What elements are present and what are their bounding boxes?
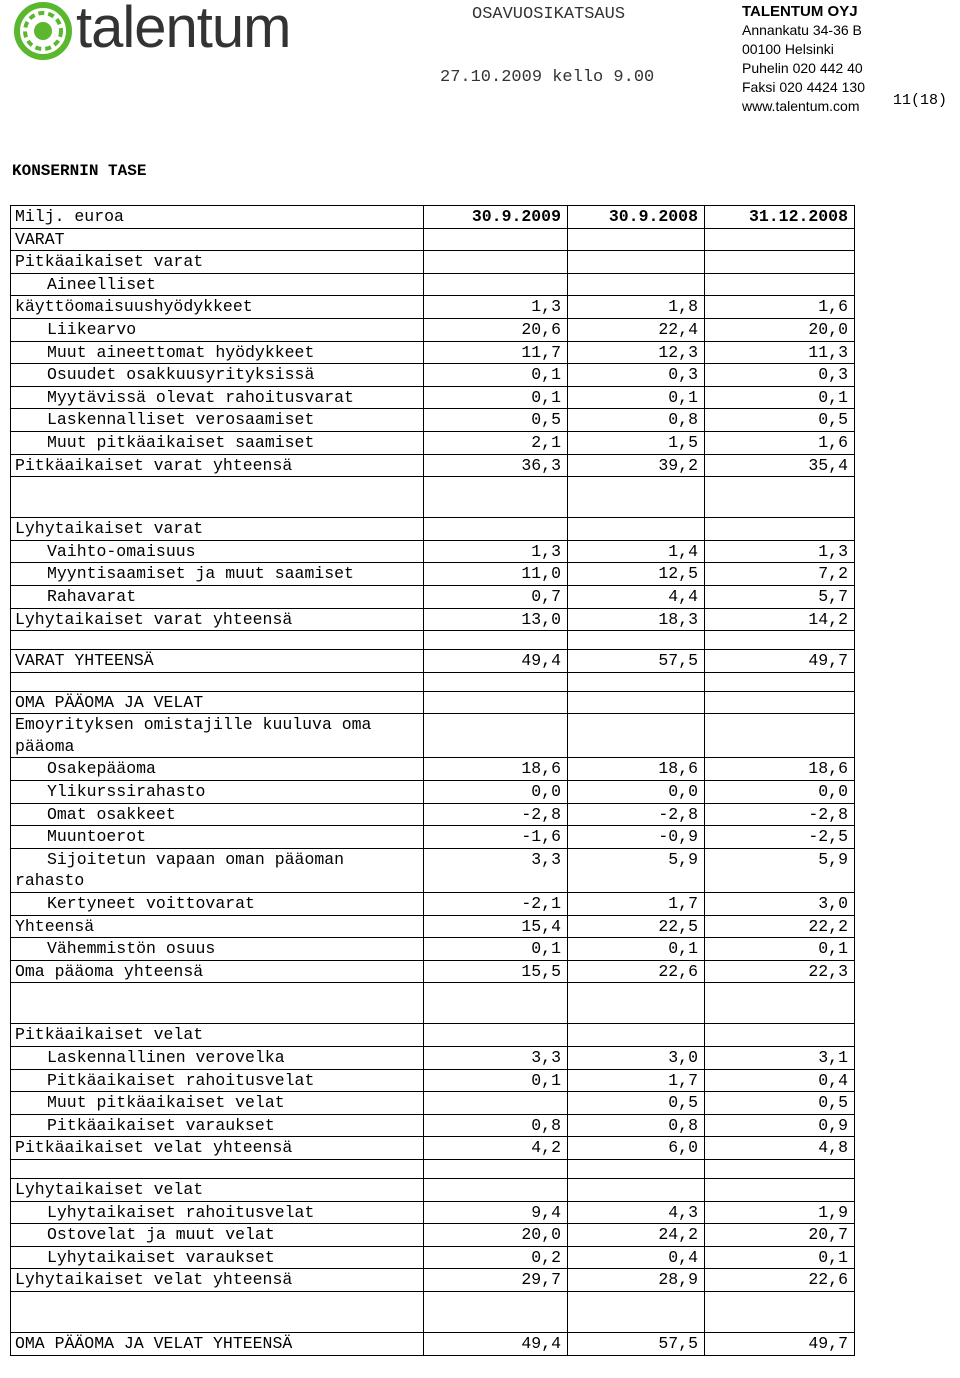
table-row bbox=[11, 1224, 855, 1247]
value-cell: 0,5 bbox=[705, 409, 855, 432]
value-cell: 22,5 bbox=[568, 915, 705, 938]
value-cell: 0,0 bbox=[424, 781, 568, 804]
table-row bbox=[11, 454, 855, 477]
value-cell: 11,3 bbox=[705, 341, 855, 364]
row-label: Pitkäaikaiset varaukset bbox=[11, 1114, 424, 1137]
row-label: Muut aineettomat hyödykkeet bbox=[11, 341, 424, 364]
row-label: Lyhytaikaiset velat yhteensä bbox=[11, 1269, 424, 1292]
value-cell: 13,0 bbox=[424, 608, 568, 631]
table-row bbox=[11, 341, 855, 364]
row-label: Emoyrityksen omistajille kuuluva oma pääoma bbox=[11, 714, 424, 758]
value-cell: 18,6 bbox=[568, 758, 705, 781]
logo-wordmark: talentum bbox=[76, 0, 291, 60]
value-cell: 28,9 bbox=[568, 1269, 705, 1292]
table-row bbox=[11, 364, 855, 387]
value-cell: 1,7 bbox=[568, 1069, 705, 1092]
value-cell bbox=[568, 1178, 705, 1201]
value-cell: -2,8 bbox=[424, 803, 568, 826]
value-cell: 1,9 bbox=[705, 1201, 855, 1224]
row-label: VARAT bbox=[11, 228, 424, 251]
empty-cell bbox=[705, 631, 855, 650]
empty-cell bbox=[11, 477, 424, 518]
row-label: Myytävissä olevat rahoitusvarat bbox=[11, 386, 424, 409]
table-row bbox=[11, 585, 855, 608]
value-cell bbox=[424, 251, 568, 274]
table-row bbox=[11, 915, 855, 938]
value-cell: 0,1 bbox=[705, 386, 855, 409]
value-cell bbox=[705, 691, 855, 714]
empty-cell bbox=[11, 983, 424, 1024]
row-label: Lyhytaikaiset velat bbox=[11, 1178, 424, 1201]
empty-cell bbox=[568, 672, 705, 691]
row-label: Muut pitkäaikaiset saamiset bbox=[11, 431, 424, 454]
empty-cell bbox=[424, 983, 568, 1024]
value-cell bbox=[568, 228, 705, 251]
company-info bbox=[742, 2, 865, 116]
value-cell: 0,2 bbox=[424, 1246, 568, 1269]
spacer-row bbox=[11, 1159, 855, 1178]
value-cell: 57,5 bbox=[568, 1332, 705, 1355]
value-cell: 7,2 bbox=[705, 563, 855, 586]
value-cell: 0,8 bbox=[568, 409, 705, 432]
table-row bbox=[11, 518, 855, 541]
row-label: Liikearvo bbox=[11, 318, 424, 341]
row-label: Rahavarat bbox=[11, 585, 424, 608]
value-cell: 14,2 bbox=[705, 608, 855, 631]
row-label: käyttöomaisuushyödykkeet bbox=[11, 296, 424, 319]
value-cell: 49,4 bbox=[424, 1332, 568, 1355]
value-cell: 20,7 bbox=[705, 1224, 855, 1247]
table-row bbox=[11, 691, 855, 714]
table-row bbox=[11, 650, 855, 673]
value-cell: 22,3 bbox=[705, 960, 855, 983]
value-cell: 6,0 bbox=[568, 1137, 705, 1160]
row-label: Ylikurssirahasto bbox=[11, 781, 424, 804]
value-cell: 9,4 bbox=[424, 1201, 568, 1224]
value-cell: 12,3 bbox=[568, 341, 705, 364]
row-label: Muut pitkäaikaiset velat bbox=[11, 1092, 424, 1115]
value-cell: 22,6 bbox=[705, 1269, 855, 1292]
section-heading: KONSERNIN TASE bbox=[12, 162, 147, 180]
empty-cell bbox=[424, 1159, 568, 1178]
table-row bbox=[11, 409, 855, 432]
table-row bbox=[11, 1246, 855, 1269]
value-cell: 20,0 bbox=[705, 318, 855, 341]
value-cell: 36,3 bbox=[424, 454, 568, 477]
value-cell: 0,3 bbox=[705, 364, 855, 387]
value-cell: 3,3 bbox=[424, 848, 568, 892]
row-label: Osakepääoma bbox=[11, 758, 424, 781]
empty-cell bbox=[11, 672, 424, 691]
table-row bbox=[11, 848, 855, 892]
row-label: Yhteensä bbox=[11, 915, 424, 938]
empty-cell bbox=[424, 672, 568, 691]
value-cell: 0,1 bbox=[705, 938, 855, 961]
value-cell: 0,1 bbox=[568, 938, 705, 961]
empty-cell bbox=[705, 477, 855, 518]
row-label: Vaihto-omaisuus bbox=[11, 540, 424, 563]
table-row bbox=[11, 758, 855, 781]
value-cell: -2,5 bbox=[705, 826, 855, 849]
table-row bbox=[11, 1024, 855, 1047]
value-cell: 0,5 bbox=[424, 409, 568, 432]
empty-cell bbox=[568, 983, 705, 1024]
value-cell: 1,5 bbox=[568, 431, 705, 454]
value-cell: 57,5 bbox=[568, 650, 705, 673]
table-row bbox=[11, 938, 855, 961]
empty-cell bbox=[568, 1291, 705, 1332]
value-cell: 11,0 bbox=[424, 563, 568, 586]
value-cell: 3,0 bbox=[705, 893, 855, 916]
value-cell: 0,0 bbox=[705, 781, 855, 804]
value-cell bbox=[705, 1178, 855, 1201]
table-row bbox=[11, 1178, 855, 1201]
value-cell: 0,0 bbox=[568, 781, 705, 804]
value-cell: 1,3 bbox=[424, 540, 568, 563]
row-label: Pitkäaikaiset varat yhteensä bbox=[11, 454, 424, 477]
value-cell: 49,7 bbox=[705, 1332, 855, 1355]
company-name: TALENTUM OYJ bbox=[742, 3, 858, 20]
value-cell bbox=[705, 251, 855, 274]
value-cell: 0,3 bbox=[568, 364, 705, 387]
row-label: Vähemmistön osuus bbox=[11, 938, 424, 961]
value-cell: 15,4 bbox=[424, 915, 568, 938]
value-cell: 35,4 bbox=[705, 454, 855, 477]
table-row bbox=[11, 826, 855, 849]
value-cell: -0,9 bbox=[568, 826, 705, 849]
value-cell: 4,8 bbox=[705, 1137, 855, 1160]
value-cell bbox=[568, 714, 705, 758]
value-cell: 0,4 bbox=[568, 1246, 705, 1269]
table-row bbox=[11, 318, 855, 341]
value-cell bbox=[424, 714, 568, 758]
empty-cell bbox=[11, 631, 424, 650]
value-cell bbox=[705, 228, 855, 251]
value-cell: 49,4 bbox=[424, 650, 568, 673]
table-row bbox=[11, 893, 855, 916]
row-label: Kertyneet voittovarat bbox=[11, 893, 424, 916]
table-row bbox=[11, 803, 855, 826]
value-cell: 1,6 bbox=[705, 296, 855, 319]
table-row bbox=[11, 1201, 855, 1224]
empty-cell bbox=[424, 631, 568, 650]
value-cell: 3,3 bbox=[424, 1047, 568, 1070]
value-cell bbox=[568, 518, 705, 541]
empty-cell bbox=[11, 1159, 424, 1178]
value-cell bbox=[568, 273, 705, 296]
value-cell bbox=[705, 1024, 855, 1047]
value-cell bbox=[424, 228, 568, 251]
value-cell: 0,8 bbox=[424, 1114, 568, 1137]
table-row bbox=[11, 296, 855, 319]
table-row bbox=[11, 1114, 855, 1137]
balance-sheet-table bbox=[10, 205, 855, 1356]
value-cell: 5,9 bbox=[568, 848, 705, 892]
table-header-row bbox=[11, 206, 855, 229]
column-header: 31.12.2008 bbox=[705, 206, 855, 229]
empty-cell bbox=[424, 477, 568, 518]
value-cell bbox=[705, 714, 855, 758]
value-cell: 49,7 bbox=[705, 650, 855, 673]
value-cell: 0,9 bbox=[705, 1114, 855, 1137]
row-label: Pitkäaikaiset varat bbox=[11, 251, 424, 274]
spacer-row bbox=[11, 477, 855, 518]
value-cell: 15,5 bbox=[424, 960, 568, 983]
row-label: VARAT YHTEENSÄ bbox=[11, 650, 424, 673]
value-cell: 1,7 bbox=[568, 893, 705, 916]
table-row bbox=[11, 1092, 855, 1115]
row-label: Lyhytaikaiset varat bbox=[11, 518, 424, 541]
value-cell: 12,5 bbox=[568, 563, 705, 586]
document-title: OSAVUOSIKATSAUS bbox=[472, 5, 626, 24]
table-row bbox=[11, 251, 855, 274]
value-cell: 3,1 bbox=[705, 1047, 855, 1070]
row-label: OMA PÄÄOMA JA VELAT bbox=[11, 691, 424, 714]
row-label: Laskennallinen verovelka bbox=[11, 1047, 424, 1070]
value-cell: -2,8 bbox=[705, 803, 855, 826]
value-cell bbox=[424, 518, 568, 541]
value-cell: 39,2 bbox=[568, 454, 705, 477]
value-cell: 20,6 bbox=[424, 318, 568, 341]
document-date: 27.10.2009 kello 9.00 bbox=[440, 68, 655, 87]
row-label: Omat osakkeet bbox=[11, 803, 424, 826]
table-row bbox=[11, 1269, 855, 1292]
value-cell: 24,2 bbox=[568, 1224, 705, 1247]
spacer-row bbox=[11, 631, 855, 650]
table-row bbox=[11, 563, 855, 586]
spacer-row bbox=[11, 983, 855, 1024]
value-cell: 0,8 bbox=[568, 1114, 705, 1137]
value-cell: 0,4 bbox=[705, 1069, 855, 1092]
value-cell bbox=[568, 691, 705, 714]
row-label: Ostovelat ja muut velat bbox=[11, 1224, 424, 1247]
value-cell: 11,7 bbox=[424, 341, 568, 364]
table-row bbox=[11, 431, 855, 454]
value-cell: 1,3 bbox=[705, 540, 855, 563]
value-cell: 18,3 bbox=[568, 608, 705, 631]
value-cell bbox=[424, 691, 568, 714]
value-cell: 3,0 bbox=[568, 1047, 705, 1070]
row-label: Osuudet osakkuusyrityksissä bbox=[11, 364, 424, 387]
company-postal: 00100 Helsinki bbox=[742, 41, 834, 57]
value-cell: 0,7 bbox=[424, 585, 568, 608]
value-cell: 5,7 bbox=[705, 585, 855, 608]
value-cell: 22,2 bbox=[705, 915, 855, 938]
value-cell bbox=[705, 273, 855, 296]
value-cell bbox=[424, 1092, 568, 1115]
value-cell bbox=[424, 273, 568, 296]
row-label: Myyntisaamiset ja muut saamiset bbox=[11, 563, 424, 586]
value-cell: 1,8 bbox=[568, 296, 705, 319]
row-label: Pitkäaikaiset velat yhteensä bbox=[11, 1137, 424, 1160]
row-label: Laskennalliset verosaamiset bbox=[11, 409, 424, 432]
value-cell: -2,8 bbox=[568, 803, 705, 826]
value-cell: 0,1 bbox=[424, 938, 568, 961]
row-label: Pitkäaikaiset velat bbox=[11, 1024, 424, 1047]
table-row bbox=[11, 1047, 855, 1070]
value-cell: 4,2 bbox=[424, 1137, 568, 1160]
column-header: 30.9.2009 bbox=[424, 206, 568, 229]
value-cell: 0,1 bbox=[705, 1246, 855, 1269]
value-cell bbox=[424, 1178, 568, 1201]
value-cell: 2,1 bbox=[424, 431, 568, 454]
table-row bbox=[11, 228, 855, 251]
table-row bbox=[11, 540, 855, 563]
row-label: Lyhytaikaiset varaukset bbox=[11, 1246, 424, 1269]
value-cell bbox=[568, 1024, 705, 1047]
empty-cell bbox=[568, 477, 705, 518]
company-web: www.talentum.com bbox=[742, 98, 860, 114]
value-cell: 0,1 bbox=[424, 364, 568, 387]
column-header: 30.9.2008 bbox=[568, 206, 705, 229]
value-cell: 18,6 bbox=[705, 758, 855, 781]
spacer-row bbox=[11, 672, 855, 691]
spacer-row bbox=[11, 1291, 855, 1332]
value-cell: 1,4 bbox=[568, 540, 705, 563]
empty-cell bbox=[705, 983, 855, 1024]
value-cell: 22,6 bbox=[568, 960, 705, 983]
table-row bbox=[11, 386, 855, 409]
empty-cell bbox=[424, 1291, 568, 1332]
value-cell: 5,9 bbox=[705, 848, 855, 892]
value-cell bbox=[705, 518, 855, 541]
empty-cell bbox=[705, 1159, 855, 1178]
empty-cell bbox=[705, 1291, 855, 1332]
table-row bbox=[11, 781, 855, 804]
value-cell: 0,1 bbox=[568, 386, 705, 409]
value-cell: 4,4 bbox=[568, 585, 705, 608]
value-cell: -2,1 bbox=[424, 893, 568, 916]
row-label: OMA PÄÄOMA JA VELAT YHTEENSÄ bbox=[11, 1332, 424, 1355]
value-cell bbox=[424, 1024, 568, 1047]
row-label: Muuntoerot bbox=[11, 826, 424, 849]
company-phone: Puhelin 020 442 40 bbox=[742, 60, 863, 76]
table-row bbox=[11, 608, 855, 631]
table-row bbox=[11, 1332, 855, 1355]
table-row bbox=[11, 714, 855, 758]
table-row bbox=[11, 960, 855, 983]
value-cell: 0,1 bbox=[424, 386, 568, 409]
value-cell: 22,4 bbox=[568, 318, 705, 341]
table-row bbox=[11, 1137, 855, 1160]
company-address: Annankatu 34-36 B bbox=[742, 22, 862, 38]
value-cell: 0,1 bbox=[424, 1069, 568, 1092]
unit-label: Milj. euroa bbox=[11, 206, 424, 229]
value-cell: 18,6 bbox=[424, 758, 568, 781]
empty-cell bbox=[11, 1291, 424, 1332]
value-cell: -1,6 bbox=[424, 826, 568, 849]
value-cell: 1,6 bbox=[705, 431, 855, 454]
value-cell: 0,5 bbox=[705, 1092, 855, 1115]
row-label: Oma pääoma yhteensä bbox=[11, 960, 424, 983]
value-cell: 0,5 bbox=[568, 1092, 705, 1115]
table-row bbox=[11, 273, 855, 296]
row-label: Lyhytaikaiset varat yhteensä bbox=[11, 608, 424, 631]
company-fax: Faksi 020 4424 130 bbox=[742, 79, 865, 95]
row-label: Pitkäaikaiset rahoitusvelat bbox=[11, 1069, 424, 1092]
row-label: Aineelliset bbox=[11, 273, 424, 296]
value-cell: 20,0 bbox=[424, 1224, 568, 1247]
value-cell: 4,3 bbox=[568, 1201, 705, 1224]
row-label: Lyhytaikaiset rahoitusvelat bbox=[11, 1201, 424, 1224]
row-label: Sijoitetun vapaan oman pääoman rahasto bbox=[11, 848, 424, 892]
empty-cell bbox=[568, 1159, 705, 1178]
value-cell: 29,7 bbox=[424, 1269, 568, 1292]
table-row bbox=[11, 1069, 855, 1092]
page-number: 11(18) bbox=[893, 92, 948, 109]
value-cell bbox=[568, 251, 705, 274]
empty-cell bbox=[705, 672, 855, 691]
talentum-logo bbox=[10, 0, 370, 62]
value-cell: 1,3 bbox=[424, 296, 568, 319]
empty-cell bbox=[568, 631, 705, 650]
